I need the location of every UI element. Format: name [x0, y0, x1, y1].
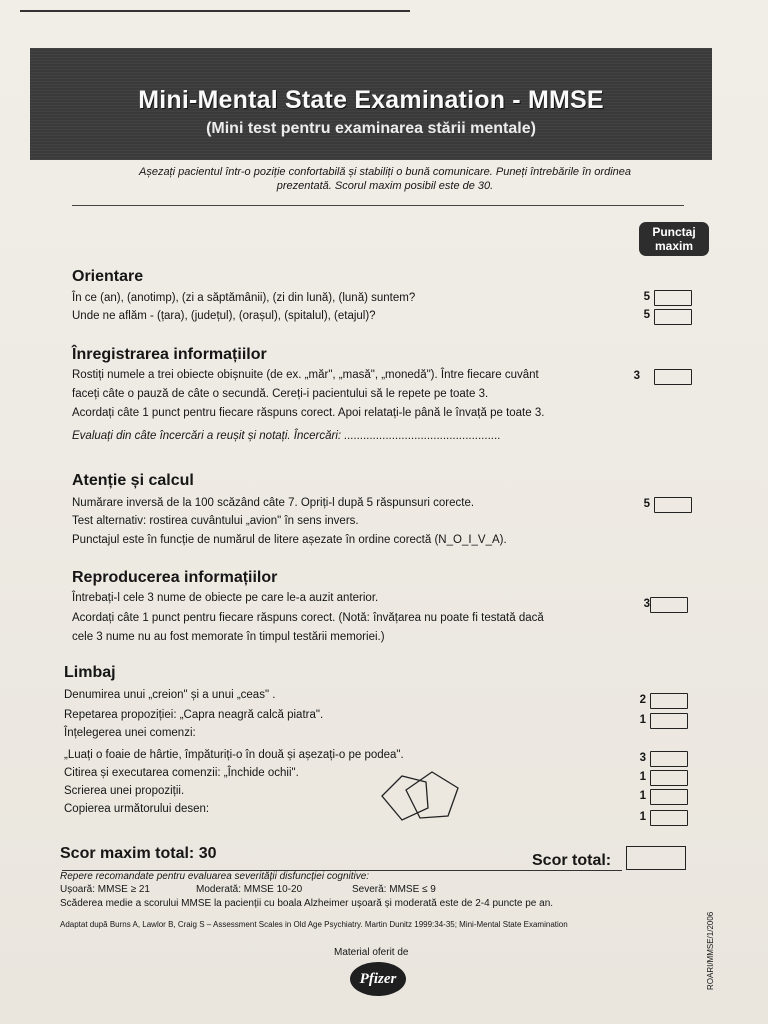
- limbaj-line-comprehension: Înțelegerea unei comenzi:: [64, 727, 196, 739]
- atentie-score-box[interactable]: [654, 497, 692, 513]
- reproducere-line-3: cele 3 nume nu au fost memorate în timpul testării memoriei.): [72, 631, 385, 643]
- section-title-orientare: Orientare: [72, 268, 144, 285]
- orientare-line-2: Unde ne aflăm - (țara), (județul), (orașul), (spitalul), (etajul)?: [72, 310, 376, 322]
- limbaj-naming-max-score: 2: [639, 694, 646, 706]
- limbaj-writing-score-box[interactable]: [650, 789, 688, 805]
- severity-reference-title: Repere recomandate pentru evaluarea severității disfuncției cognitive:: [60, 871, 370, 882]
- reproducere-max-score: 3: [643, 598, 650, 610]
- max-total-score-label: Scor maxim total: 30: [60, 845, 217, 862]
- severity-mild: Ușoară: MMSE ≥ 21: [60, 884, 150, 895]
- source-citation: Adaptat după Burns A, Lawlor B, Craig S – Assessment Scales in Old Age Psychiatry. Martin Dunitz 1999:34-35; Mini-Mental State Examination: [60, 920, 568, 929]
- limbaj-reading-score-box[interactable]: [650, 770, 688, 786]
- limbaj-command-score-box[interactable]: [650, 751, 688, 767]
- limbaj-repetition-max-score: 1: [639, 714, 646, 726]
- inregistrare-attempts-line: Evaluați din câte încercări a reușit și notați. Încercări: .................................................: [72, 430, 501, 442]
- offered-by-label: Material oferit de: [334, 947, 409, 958]
- max-score-column-header: [639, 222, 709, 256]
- inregistrare-line-2: faceți câte o pauză de câte o secundă. Cereți-i pacientului să le repete pe toate 3.: [72, 388, 489, 400]
- total-score-label: Scor total:: [532, 852, 612, 869]
- inregistrare-line-3: Acordați câte 1 punct pentru fiecare răspuns corect. Apoi relatați-le până le învață pe toate 3.: [72, 407, 545, 419]
- inregistrare-max-score: 3: [633, 370, 640, 382]
- total-score-box[interactable]: [626, 846, 686, 870]
- section-title-limbaj: Limbaj: [64, 664, 116, 681]
- orientare-time-max-score: 5: [643, 291, 650, 303]
- orientare-time-score-box[interactable]: [654, 290, 692, 306]
- header-divider: [72, 205, 684, 206]
- header-banner: [30, 48, 712, 160]
- atentie-line-3: Punctajul este în funcție de numărul de litere așezate în ordine corectă (N_O_I_V_A).: [72, 534, 507, 546]
- atentie-max-score: 5: [643, 498, 650, 510]
- document-code: ROARI/MMSE/1/2006: [706, 911, 715, 990]
- pfizer-logo: Pfizer: [350, 962, 406, 996]
- reproducere-line-1: Întrebați-l cele 3 nume de obiecte pe care le-a auzit anterior.: [72, 592, 379, 604]
- severity-moderate: Moderată: MMSE 10-20: [196, 884, 303, 895]
- max-score-header-line-1: Punctaj: [652, 225, 696, 239]
- limbaj-line-command: „Luați o foaie de hârtie, împăturiți-o în două și așezați-o pe podea".: [64, 749, 404, 761]
- max-score-header-line-2: maxim: [654, 239, 694, 253]
- limbaj-line-reading: Citirea și executarea comenzii: „Închide ochii".: [64, 767, 299, 779]
- pentagon-left: [382, 776, 428, 820]
- reproducere-line-2: Acordați câte 1 punct pentru fiecare răspuns corect. (Notă: învățarea nu poate fi testată dacă: [72, 612, 544, 624]
- form-title: Mini-Mental State Examination - MMSE: [138, 86, 604, 114]
- orientare-place-max-score: 5: [643, 309, 650, 321]
- limbaj-line-naming: Denumirea unui „creion" și a unui „ceas" .: [64, 689, 276, 701]
- instructions: [90, 165, 680, 193]
- section-title-reproducere: Reproducerea informațiilor: [72, 569, 278, 586]
- inregistrare-line-1: Rostiți numele a trei obiecte obișnuite (de ex. „măr", „masă", „monedă"). Între fiecare cuvânt: [72, 369, 539, 381]
- limbaj-copying-score-box[interactable]: [650, 810, 688, 826]
- form-subtitle: (Mini test pentru examinarea stării mentale): [206, 120, 536, 137]
- orientare-place-score-box[interactable]: [654, 309, 692, 325]
- severity-severe: Severă: MMSE ≤ 9: [352, 884, 436, 895]
- atentie-line-2: Test alternativ: rostirea cuvântului „avion" în sens invers.: [72, 515, 359, 527]
- limbaj-line-copying: Copierea următorului desen:: [64, 803, 210, 815]
- section-title-inregistrare: Înregistrarea informațiilor: [72, 346, 267, 363]
- inregistrare-score-box[interactable]: [654, 369, 692, 385]
- alzheimer-decline-note: Scăderea medie a scorului MMSE la pacienții cu boala Alzheimer ușoară și moderată este de 2-4 puncte pe an.: [60, 898, 554, 909]
- limbaj-repetition-score-box[interactable]: [650, 713, 688, 729]
- orientare-line-1: În ce (an), (anotimp), (zi a săptămânii), (zi din lună), (lună) suntem?: [72, 292, 416, 304]
- top-rule: [20, 10, 410, 12]
- atentie-line-1: Numărare inversă de la 100 scăzând câte 7. Opriți-l după 5 răspunsuri corecte.: [72, 497, 475, 509]
- limbaj-line-writing: Scrierea unei propoziții.: [64, 785, 185, 797]
- instructions-line-1: Așezați pacientul într-o poziție confortabilă și stabiliți o bună comunicare. Puneți întrebările în ordinea: [138, 166, 632, 178]
- reproducere-score-box[interactable]: [650, 597, 688, 613]
- instructions-line-2: prezentată. Scorul maxim posibil este de 30.: [276, 180, 494, 192]
- intersecting-pentagons-drawing: [376, 768, 466, 832]
- limbaj-line-repetition: Repetarea propoziției: „Capra neagră calcă piatra".: [64, 709, 324, 721]
- limbaj-writing-max-score: 1: [639, 790, 646, 802]
- limbaj-naming-score-box[interactable]: [650, 693, 688, 709]
- limbaj-command-max-score: 3: [639, 752, 646, 764]
- section-title-atentie: Atenție și calcul: [72, 472, 194, 489]
- limbaj-reading-max-score: 1: [639, 771, 646, 783]
- limbaj-copying-max-score: 1: [639, 811, 646, 823]
